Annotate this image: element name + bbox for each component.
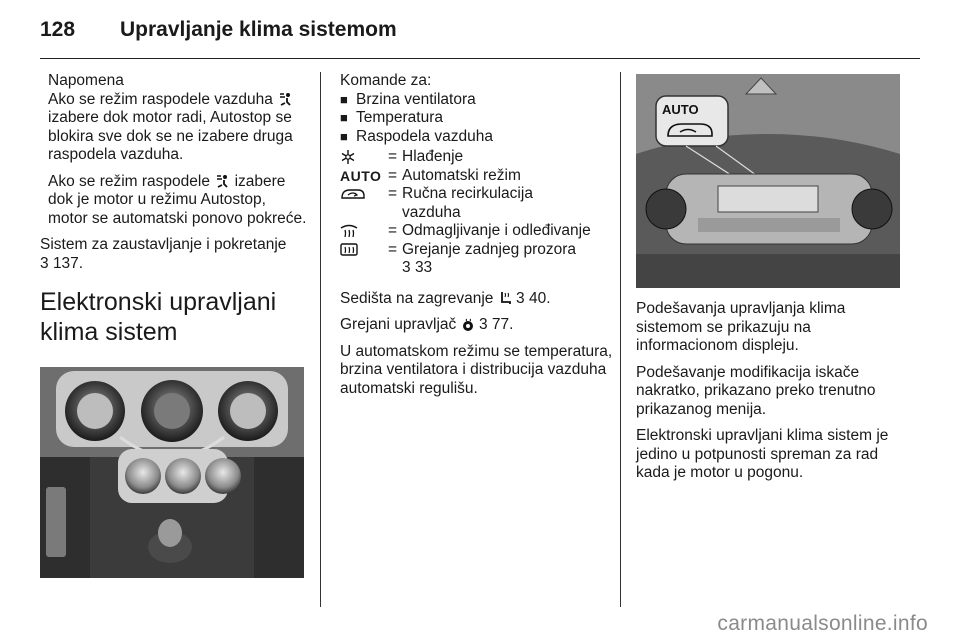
legend-desc: Automatski režim <box>402 166 521 184</box>
note-text-1-rest: izabere dok motor radi, Autostop se blokira sve dok se ne izabere druga raspodela vazduha. <box>48 109 293 163</box>
page-number: 128 <box>40 18 76 41</box>
heated-seat-icon <box>498 290 512 306</box>
note-title: Napomena <box>48 72 124 89</box>
cross-reference-text: Sistem za zaustavljanje i pokretanje <box>40 236 287 253</box>
section-heading <box>40 287 308 347</box>
paragraph: Elektronski upravljani klima sistem je jedino u potpunosti spreman za rad kada je motor u pogonu. <box>636 427 889 481</box>
climate-controls-photo <box>40 367 304 578</box>
legend-desc: Grejanje zadnjeg prozora <box>402 240 577 258</box>
reference-arrow: 3 <box>402 259 411 276</box>
cross-reference-page: 137. <box>52 254 84 272</box>
defrost-rear-icon <box>340 242 358 258</box>
heated-wheel-line <box>340 316 616 335</box>
section-heading-line-1: Elektronski upravljani <box>40 288 277 316</box>
column-middle <box>340 72 616 398</box>
auto-label: AUTO <box>662 102 699 117</box>
snowflake-icon <box>340 149 356 165</box>
bullet-icon: ■ <box>340 128 348 144</box>
paragraph: Podešavanje modifikacija iskače nakratko, prikazano preko trenutno prikazanog menija. <box>636 363 876 418</box>
reference-arrow: 3 <box>40 254 49 272</box>
auto-mode-paragraph: U automatskom režimu se temperatura, brzina ventilatora i distribucija vazduha automatski regulišu. <box>340 342 613 397</box>
reference-arrow: 3 <box>516 289 525 307</box>
bullet-icon: ■ <box>340 110 348 125</box>
heated-wheel-ref: 77. <box>491 316 514 333</box>
air-distribution-icon <box>214 173 230 189</box>
bullet-text: Temperatura <box>356 109 444 126</box>
legend-desc: Odmagljivanje i odleđivanje <box>402 222 591 239</box>
equals-sign: = <box>388 148 398 165</box>
recirculation-icon <box>340 187 366 201</box>
air-distribution-icon <box>277 91 293 107</box>
heated-steering-wheel-icon <box>461 318 475 332</box>
legend-row <box>340 148 616 167</box>
seat-heating-ref: 40. <box>528 289 551 307</box>
paragraph: Podešavanja upravljanja klima sistemom se prikazuju na informacionom displeju. <box>636 300 846 354</box>
seat-heating-line <box>340 290 616 309</box>
legend-desc: Ručna recirkulacija <box>402 185 533 202</box>
legend-desc: Hlađenje <box>402 148 464 165</box>
defrost-front-icon <box>340 223 358 239</box>
legend-row <box>340 167 616 186</box>
bullet-icon: ■ <box>340 91 348 107</box>
header-divider <box>40 58 920 59</box>
equals-sign: = <box>388 240 398 258</box>
heated-wheel-text: Grejani upravljač <box>340 316 457 333</box>
page-header <box>40 18 397 48</box>
auto-button-photo <box>636 74 900 288</box>
legend-desc-continued <box>340 259 616 278</box>
bullet-text: Brzina ventilatora <box>356 90 476 108</box>
legend-desc-continued: vazduha <box>402 203 461 221</box>
seat-heating-text: Sedišta na zagrevanje <box>340 289 494 307</box>
watermark: carmanualsonline.info <box>717 612 928 635</box>
list-item <box>340 128 616 147</box>
symbol-legend <box>340 148 616 278</box>
chapter-title: Upravljanje klima sistemom <box>120 18 397 41</box>
column-left <box>40 72 308 361</box>
equals-sign: = <box>388 166 398 184</box>
column-right <box>636 300 908 491</box>
legend-row <box>340 222 616 241</box>
column-divider-1 <box>320 72 321 607</box>
bullet-text: Raspodela vazduha <box>356 127 494 145</box>
equals-sign: = <box>388 222 398 239</box>
legend-row <box>340 241 616 260</box>
section-heading-line-2: klima sistem <box>40 318 178 346</box>
column-divider-2 <box>620 72 621 607</box>
note-text-2-rest: izabere dok je motor u režimu Autostop, motor se automatski ponovo pokreće. <box>48 172 307 227</box>
note-box <box>40 72 308 228</box>
note-text-1: Ako se režim raspodele vazduha <box>48 90 273 108</box>
controls-intro: Komande za: <box>340 72 432 89</box>
auto-symbol: AUTO <box>340 167 382 184</box>
note-text-2: Ako se režim raspodele <box>48 172 210 190</box>
legend-ref-page: 33 <box>414 259 433 276</box>
reference-arrow: 3 <box>478 316 488 333</box>
list-item <box>340 109 616 128</box>
legend-row <box>340 185 616 204</box>
list-item <box>340 91 616 110</box>
equals-sign: = <box>388 185 398 202</box>
